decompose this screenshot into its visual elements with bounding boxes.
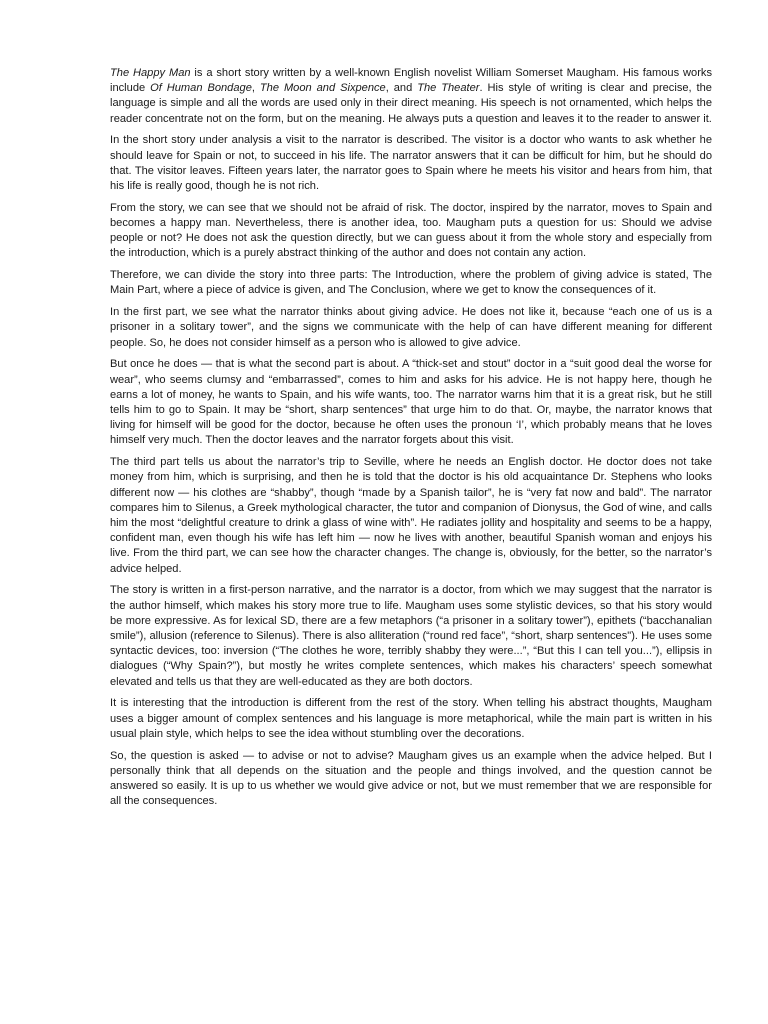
paragraph-1 [110,66,712,127]
paragraph-8: The story is written in a first-person narrative, and the narrator is a doctor, from which we may suggest that the narrator is the author himself, which makes his story more true to life. Maugham uses some stylistic devices, so that his story would be more expressive. As for lexical SD, there are a few metaphors (“a prisoner in a solitary tower”), epithets (“bacchanalian smile”), allusion (reference to Silenus). There is also alliteration (“round red face”, “short, sharp sentences"). He uses some syntactic devices, too: inversion (“The clothes he wore, terribly shabby they were...”, “But this I can tell you...”), ellipsis in dialogues (“Why Spain?”), but mostly he writes complete sentences, which makes his characters’ speech somewhat elevated and tells us that they are well-educated as they are both doctors. [110,584,712,688]
paragraph-3: From the story, we can see that we should not be afraid of risk. The doctor, inspired by the narrator, moves to Spain and becomes a happy man. Nevertheless, there is another idea, too. Maugham puts a question for us: Should we advise people or not? He does not ask the question directly, but we can guess about it from the whole story and especially from the introduction, which is a purely abstract thinking of the author and does not contain any action. [110,201,712,260]
book-title-of-human-bondage: Of Human Bondage [150,82,252,95]
paragraph-4: Therefore, we can divide the story into three parts: The Introduction, where the problem of giving advice is stated, The Main Part, where a piece of advice is given, and The Conclusion, where we get to know the consequences of it. [110,269,712,297]
book-title-the-theater: The Theater [417,82,480,95]
paragraph-1-text-c: , and [385,82,418,95]
paragraph-1-text-d: . His style of writing is clear and precise, the language is simple and all the words are used only in their direct meaning. His speech is not ornamented, which helps the reader concentrate not on the form, but on the meaning. He always puts a question and leaves it to the reader to answer it. [110,82,712,125]
paragraph-9: It is interesting that the introduction is different from the rest of the story. When telling his abstract thoughts, Maugham uses a bigger amount of complex sentences and his language is more metaphorical, while the main part is written in his usual plain style, which helps to see the idea without stumbling over the decorations. [110,697,712,740]
paragraph-2: In the short story under analysis a visit to the narrator is described. The visitor is a doctor who wants to ask whether he should leave for Spain or not, to succeed in his life. The narrator answers that it can be difficult for him, but he should do that. The visitor leaves. Fifteen years later, the narrator goes to Spain where he meets his visitor and hears from him, that his life is really good, though he is not rich. [110,134,712,193]
story-title: The Happy Man [110,67,191,79]
paragraph-5: In the first part, we see what the narrator thinks about giving advice. He does not like it, because “each one of us is a prisoner in a solitary tower”, and the signs we communicate with the help of can have different meaning for different people. So, he does not consider himself as a person who is allowed to give advice. [110,306,712,349]
book-title-moon-and-sixpence: The Moon and Sixpence [259,82,386,95]
paragraph-1-text-a: is a short story written by a well-known English novelist William Somerset Maugham. His famous works include [110,67,712,95]
paragraph-7: The third part tells us about the narrator’s trip to Seville, where he needs an English doctor. He doctor does not take money from him, which is surprising, and then he is told that the doctor is his old acquaintance Dr. Stephens who looks different now — his clothes are “shabby”, though “made by a Spanish tailor”, he is “very fat now and bald”. The narrator compares him to Silenus, a Greek mythological character, the tutor and companion of Dionysus, the God of wine, and calls him the most “delightful creature to drink a glass of wine with”. He radiates jollity and hospitality and seems to be a happy, confident man, even though his wife has left him — now he lives with another, beautiful Spanish woman and enjoys his live. From the third part, we can see how the character changes. The change is, obviously, for the better, so the narrator’s advice helped. [110,456,712,575]
paragraph-10: So, the question is asked — to advise or not to advise? Maugham gives us an example when the advice helped. But I personally think that all depends on the situation and the people and things involved, and the question cannot be answered so easily. It is up to us whether we would give advice or not, but we must remember that we are responsible for all the consequences. [110,749,712,808]
paragraph-6: But once he does — that is what the second part is about. A “thick-set and stout” doctor in a “suit good deal the worse for wear”, who seems clumsy and “embarrassed”, comes to him and asks for his advice. He is not happy here, though he earns a lot of money, he wants to Spain, and his wife wants, too. The narrator warns him that it is a great risk, but he still tells him to go to Spain. It may be “short, sharp sentences” that urge him to do that. Or, maybe, the narrator knows that living for himself will be good for the doctor, because he often uses the pronoun ‘I’, which probably means that he loves himself very much. Then the doctor leaves and the narrator forgets about this visit. [110,358,712,447]
document-page [110,66,712,816]
paragraph-1-text-b: , [251,82,260,95]
